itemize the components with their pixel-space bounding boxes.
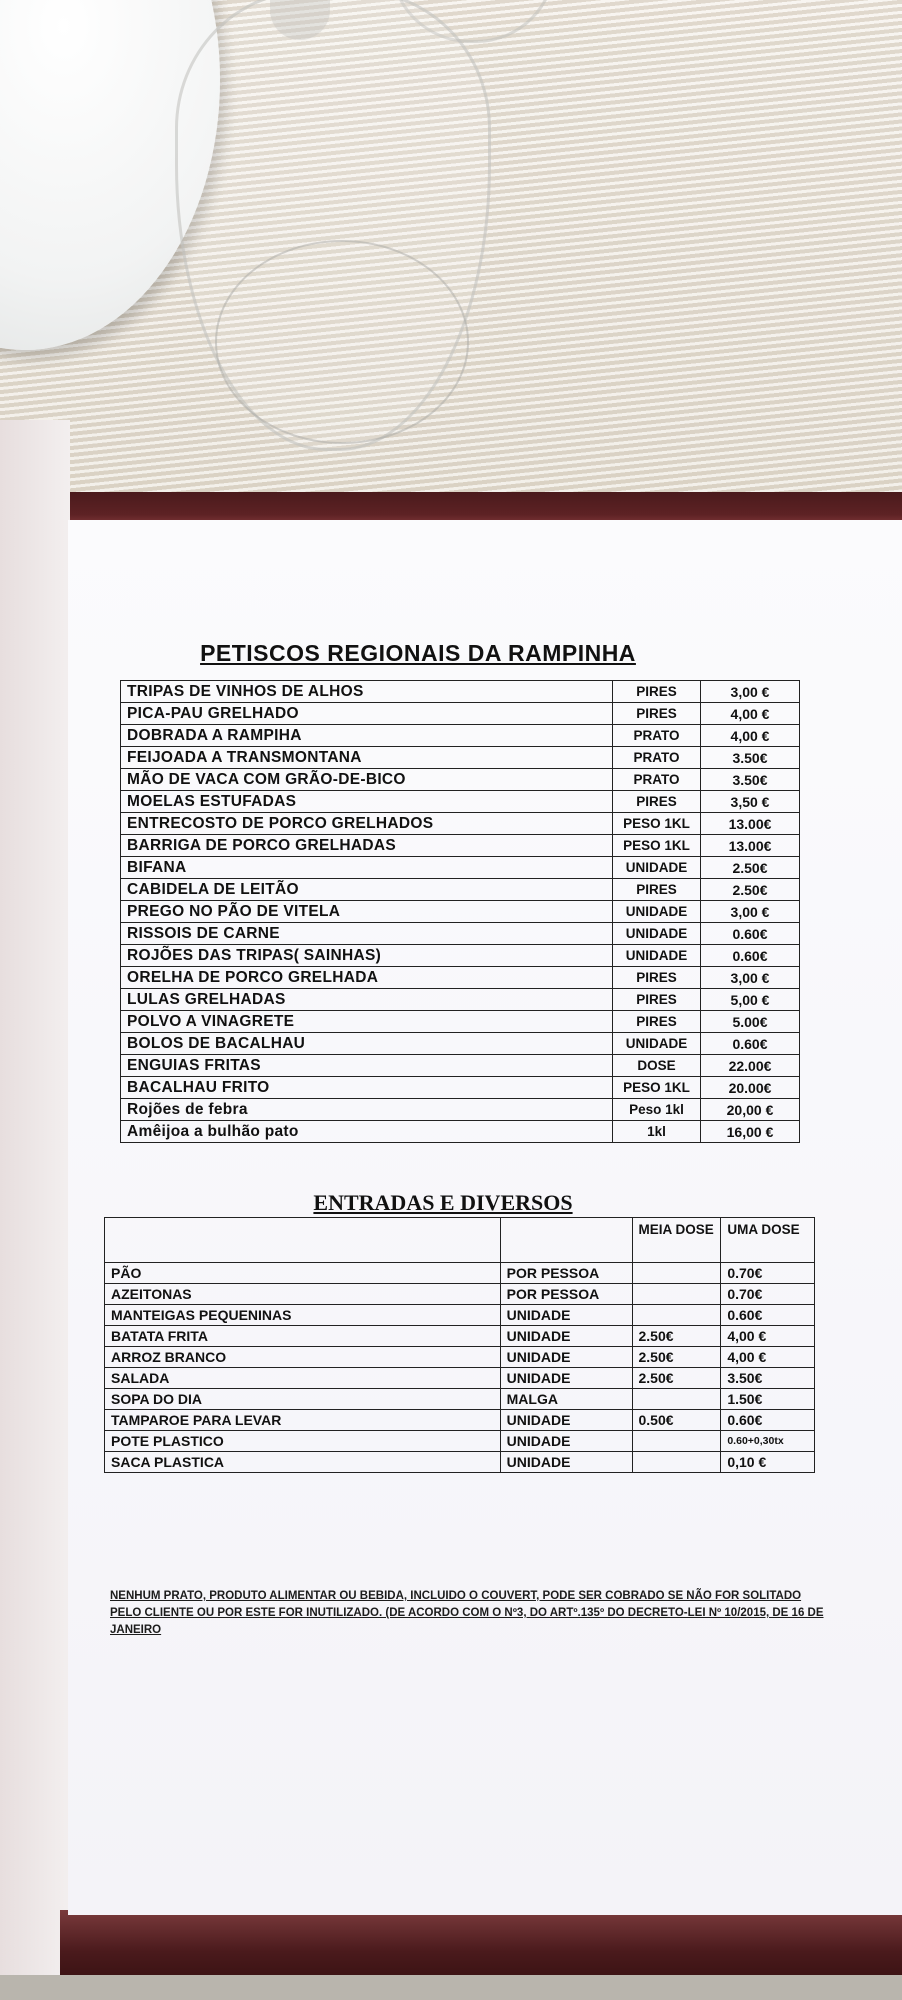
menu-row	[121, 703, 800, 725]
item-price: 16,00 €	[701, 1121, 800, 1143]
entrada-unit: UNIDADE	[500, 1347, 632, 1368]
item-name: LULAS GRELHADAS	[121, 989, 613, 1011]
item-unit: PESO 1KL	[613, 813, 701, 835]
item-name: MOELAS ESTUFADAS	[121, 791, 613, 813]
entradas-row	[105, 1368, 815, 1389]
item-name: ORELHA DE PORCO GRELHADA	[121, 967, 613, 989]
menu-row	[121, 989, 800, 1011]
menu-row	[121, 857, 800, 879]
entradas-row	[105, 1305, 815, 1326]
menu-row	[121, 923, 800, 945]
entrada-meia-dose: 2.50€	[632, 1326, 721, 1347]
entradas-header-row	[105, 1218, 815, 1263]
entrada-unit: POR PESSOA	[500, 1284, 632, 1305]
entrada-uma-dose: 1.50€	[721, 1389, 815, 1410]
item-unit: UNIDADE	[613, 923, 701, 945]
item-unit: PIRES	[613, 989, 701, 1011]
item-unit: PIRES	[613, 791, 701, 813]
entrada-name: PÃO	[105, 1263, 501, 1284]
item-name: MÃO DE VACA COM GRÃO-DE-BICO	[121, 769, 613, 791]
item-name: Amêijoa a bulhão pato	[121, 1121, 613, 1143]
menu-row	[121, 901, 800, 923]
item-unit: UNIDADE	[613, 901, 701, 923]
item-name: BACALHAU FRITO	[121, 1077, 613, 1099]
entrada-name: TAMPAROE PARA LEVAR	[105, 1410, 501, 1431]
entrada-uma-dose: 0.60+0,30tx	[721, 1431, 815, 1452]
header-meia-dose: MEIA DOSE	[632, 1218, 721, 1263]
binder-bottom-edge	[60, 1910, 902, 1980]
item-unit: PRATO	[613, 769, 701, 791]
item-price: 3.50€	[701, 747, 800, 769]
item-name: CABIDELA DE LEITÃO	[121, 879, 613, 901]
menu-row	[121, 1011, 800, 1033]
item-price: 20.00€	[701, 1077, 800, 1099]
menu-row	[121, 813, 800, 835]
header-empty-name	[105, 1218, 501, 1263]
entrada-meia-dose: 2.50€	[632, 1347, 721, 1368]
petiscos-table	[120, 680, 800, 1143]
entrada-unit: UNIDADE	[500, 1410, 632, 1431]
item-unit: UNIDADE	[613, 945, 701, 967]
binder-spine	[0, 420, 70, 1980]
item-price: 3,50 €	[701, 791, 800, 813]
menu-title: PETISCOS REGIONAIS DA RAMPINHA	[200, 640, 636, 666]
item-name: PREGO NO PÃO DE VITELA	[121, 901, 613, 923]
entrada-name: BATATA FRITA	[105, 1326, 501, 1347]
item-name: Rojões de febra	[121, 1099, 613, 1121]
item-unit: PIRES	[613, 703, 701, 725]
entrada-uma-dose: 3.50€	[721, 1368, 815, 1389]
entrada-name: ARROZ BRANCO	[105, 1347, 501, 1368]
header-uma-dose: UMA DOSE	[721, 1218, 815, 1263]
entradas-row	[105, 1263, 815, 1284]
menu-row	[121, 1055, 800, 1077]
item-unit: UNIDADE	[613, 1033, 701, 1055]
item-name: POLVO A VINAGRETE	[121, 1011, 613, 1033]
menu-row	[121, 769, 800, 791]
menu-row	[121, 1099, 800, 1121]
item-price: 0.60€	[701, 1033, 800, 1055]
entrada-name: AZEITONAS	[105, 1284, 501, 1305]
entrada-meia-dose	[632, 1284, 721, 1305]
entrada-uma-dose: 0.60€	[721, 1410, 815, 1431]
item-unit: PRATO	[613, 725, 701, 747]
entrada-unit: POR PESSOA	[500, 1263, 632, 1284]
entrada-unit: UNIDADE	[500, 1452, 632, 1473]
entrada-unit: UNIDADE	[500, 1326, 632, 1347]
entradas-row	[105, 1410, 815, 1431]
entradas-row	[105, 1389, 815, 1410]
item-price: 3.50€	[701, 769, 800, 791]
item-price: 0.60€	[701, 923, 800, 945]
entrada-unit: UNIDADE	[500, 1305, 632, 1326]
item-unit: UNIDADE	[613, 857, 701, 879]
entrada-name: SOPA DO DIA	[105, 1389, 501, 1410]
entrada-name: MANTEIGAS PEQUENINAS	[105, 1305, 501, 1326]
menu-row	[121, 747, 800, 769]
entrada-uma-dose: 4,00 €	[721, 1326, 815, 1347]
item-name: DOBRADA A RAMPIHA	[121, 725, 613, 747]
menu-row	[121, 967, 800, 989]
entrada-meia-dose	[632, 1389, 721, 1410]
entrada-meia-dose: 0.50€	[632, 1410, 721, 1431]
item-price: 13.00€	[701, 813, 800, 835]
floor	[0, 1975, 902, 2000]
item-name: FEIJOADA A TRANSMONTANA	[121, 747, 613, 769]
item-name: BOLOS DE BACALHAU	[121, 1033, 613, 1055]
entradas-row	[105, 1452, 815, 1473]
entrada-name: POTE PLASTICO	[105, 1431, 501, 1452]
item-name: BIFANA	[121, 857, 613, 879]
item-unit: PESO 1KL	[613, 1077, 701, 1099]
entrada-meia-dose	[632, 1305, 721, 1326]
menu-row	[121, 1077, 800, 1099]
item-unit: PIRES	[613, 681, 701, 703]
item-unit: PESO 1KL	[613, 835, 701, 857]
item-unit: PRATO	[613, 747, 701, 769]
item-name: RISSOIS DE CARNE	[121, 923, 613, 945]
entrada-unit: MALGA	[500, 1389, 632, 1410]
entrada-name: SALADA	[105, 1368, 501, 1389]
item-price: 3,00 €	[701, 681, 800, 703]
item-name: TRIPAS DE VINHOS DE ALHOS	[121, 681, 613, 703]
legal-footnote: NENHUM PRATO, PRODUTO ALIMENTAR OU BEBIDA, INCLUIDO O COUVERT, PODE SER COBRADO SE NÃO FOR SOLITADO PELO CLIENTE OU POR ESTE FOR INUTILIZADO. (DE ACORDO COM O Nº3, DO ARTº.135º DO DECRETO-LEI Nº 10/2015, DE 16 DE JANEIRO	[110, 1590, 824, 1636]
entradas-row	[105, 1347, 815, 1368]
item-unit: PIRES	[613, 967, 701, 989]
item-price: 2.50€	[701, 879, 800, 901]
item-price: 2.50€	[701, 857, 800, 879]
entradas-table	[104, 1217, 815, 1473]
entrada-meia-dose	[632, 1431, 721, 1452]
entradas-row	[105, 1326, 815, 1347]
entradas-row	[105, 1284, 815, 1305]
item-unit: DOSE	[613, 1055, 701, 1077]
item-price: 5.00€	[701, 1011, 800, 1033]
entrada-uma-dose: 0,10 €	[721, 1452, 815, 1473]
entrada-uma-dose: 0.60€	[721, 1305, 815, 1326]
menu-row	[121, 945, 800, 967]
item-unit: Peso 1kl	[613, 1099, 701, 1121]
menu-row	[121, 725, 800, 747]
item-price: 22.00€	[701, 1055, 800, 1077]
item-name: ENTRECOSTO DE PORCO GRELHADOS	[121, 813, 613, 835]
menu-row	[121, 879, 800, 901]
item-name: ROJÕES DAS TRIPAS( SAINHAS)	[121, 945, 613, 967]
header-empty-unit	[500, 1218, 632, 1263]
item-price: 0.60€	[701, 945, 800, 967]
item-price: 4,00 €	[701, 725, 800, 747]
entradas-title: ENTRADAS E DIVERSOS	[313, 1190, 573, 1215]
item-unit: 1kl	[613, 1121, 701, 1143]
item-price: 3,00 €	[701, 967, 800, 989]
entrada-meia-dose	[632, 1452, 721, 1473]
item-unit: PIRES	[613, 879, 701, 901]
menu-page	[68, 520, 902, 1915]
item-price: 20,00 €	[701, 1099, 800, 1121]
entrada-unit: UNIDADE	[500, 1368, 632, 1389]
entrada-uma-dose: 0.70€	[721, 1284, 815, 1305]
item-price: 4,00 €	[701, 703, 800, 725]
item-unit: PIRES	[613, 1011, 701, 1033]
entrada-meia-dose: 2.50€	[632, 1368, 721, 1389]
entrada-uma-dose: 0.70€	[721, 1263, 815, 1284]
menu-row	[121, 791, 800, 813]
item-name: BARRIGA DE PORCO GRELHADAS	[121, 835, 613, 857]
item-price: 5,00 €	[701, 989, 800, 1011]
item-name: ENGUIAS FRITAS	[121, 1055, 613, 1077]
menu-row	[121, 1121, 800, 1143]
entrada-uma-dose: 4,00 €	[721, 1347, 815, 1368]
menu-row	[121, 1033, 800, 1055]
entradas-row	[105, 1431, 815, 1452]
menu-row	[121, 835, 800, 857]
entrada-unit: UNIDADE	[500, 1431, 632, 1452]
item-price: 13.00€	[701, 835, 800, 857]
glass-base	[215, 240, 469, 444]
item-name: PICA-PAU GRELHADO	[121, 703, 613, 725]
entrada-name: SACA PLASTICA	[105, 1452, 501, 1473]
item-price: 3,00 €	[701, 901, 800, 923]
menu-row	[121, 681, 800, 703]
entrada-meia-dose	[632, 1263, 721, 1284]
